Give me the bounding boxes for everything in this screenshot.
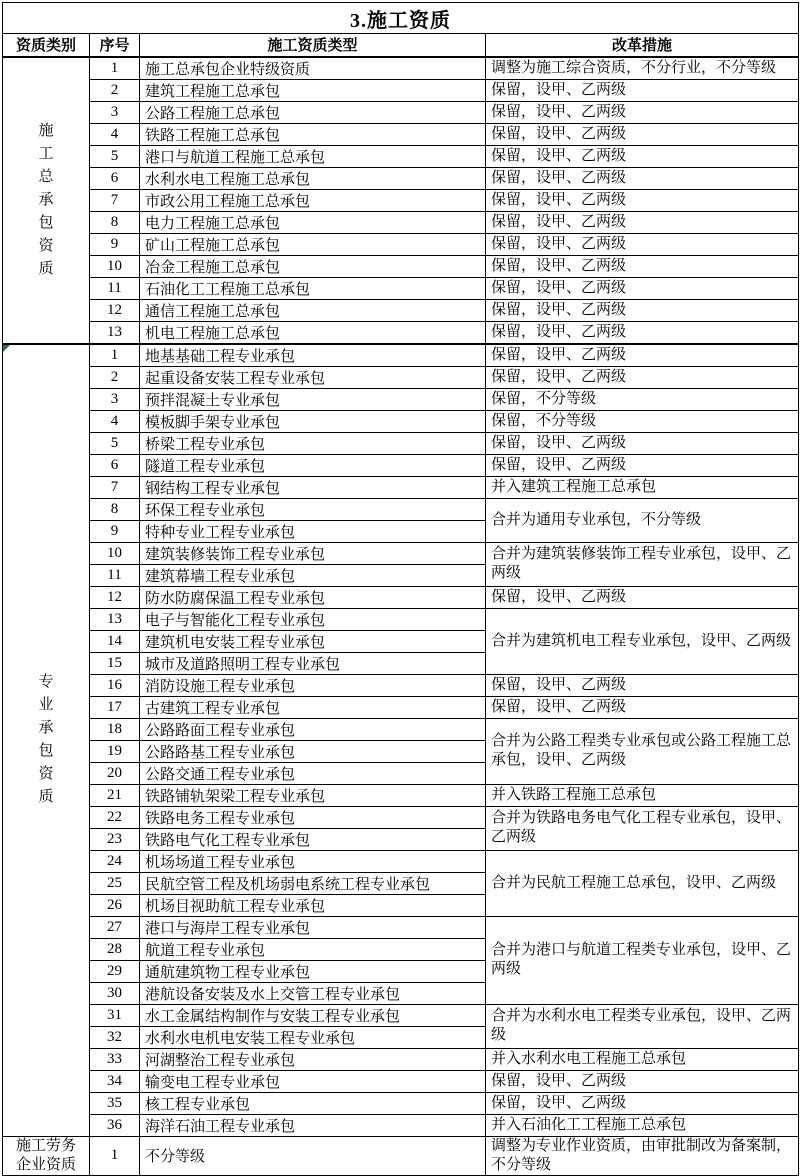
category-label: 专业承包资质 bbox=[38, 674, 54, 805]
qualification-type-cell: 电力工程施工总承包 bbox=[140, 211, 486, 233]
row-number-cell: 11 bbox=[90, 564, 140, 586]
table-row bbox=[3, 410, 799, 432]
table-row bbox=[3, 321, 799, 344]
row-number-cell: 11 bbox=[90, 277, 140, 299]
qualification-type-cell: 起重设备安装工程专业承包 bbox=[140, 366, 486, 388]
qualification-type-cell: 铁路铺轨架梁工程专业承包 bbox=[140, 784, 486, 806]
reform-measure-cell: 保留，设甲、乙两级 bbox=[486, 344, 799, 367]
cell-corner-marker-icon bbox=[3, 345, 10, 352]
reform-measure-cell: 保留，设甲、乙两级 bbox=[486, 189, 799, 211]
row-number-cell: 24 bbox=[90, 850, 140, 872]
row-number-cell: 15 bbox=[90, 652, 140, 674]
qualification-type-cell: 古建筑工程专业承包 bbox=[140, 696, 486, 718]
row-number-cell: 36 bbox=[90, 1114, 140, 1136]
row-number-cell: 30 bbox=[90, 982, 140, 1004]
row-number-cell: 4 bbox=[90, 410, 140, 432]
row-number-cell: 21 bbox=[90, 784, 140, 806]
reform-measure-cell: 保留，设甲、乙两级 bbox=[486, 674, 799, 696]
qualification-type-cell: 核工程专业承包 bbox=[140, 1092, 486, 1114]
qualification-type-cell: 消防设施工程专业承包 bbox=[140, 674, 486, 696]
row-number-cell: 1 bbox=[90, 344, 140, 367]
reform-measure-cell: 合并为水利水电工程类专业承包，设甲、乙两级 bbox=[486, 1004, 799, 1048]
row-number-cell: 25 bbox=[90, 872, 140, 894]
row-number-cell: 16 bbox=[90, 674, 140, 696]
reform-measure-cell: 保留，设甲、乙两级 bbox=[486, 255, 799, 277]
row-number-cell: 17 bbox=[90, 696, 140, 718]
qualification-type-cell: 地基基础工程专业承包 bbox=[140, 344, 486, 367]
reform-measure-cell: 保留，设甲、乙两级 bbox=[486, 167, 799, 189]
table-row bbox=[3, 167, 799, 189]
reform-measure-cell: 并入石油化工工程施工总承包 bbox=[486, 1114, 799, 1136]
qualification-type-cell: 建筑幕墙工程专业承包 bbox=[140, 564, 486, 586]
reform-measure-cell: 调整为施工综合资质，不分行业，不分等级 bbox=[486, 57, 799, 80]
table-row bbox=[3, 454, 799, 476]
qualification-type-cell: 模板脚手架专业承包 bbox=[140, 410, 486, 432]
qualification-type-cell: 海洋石油工程专业承包 bbox=[140, 1114, 486, 1136]
table-row bbox=[3, 101, 799, 123]
table-row bbox=[3, 1092, 799, 1114]
qualification-type-cell: 港航设备安装及水上交管工程专业承包 bbox=[140, 982, 486, 1004]
table-row bbox=[3, 542, 799, 564]
qualification-type-cell: 机电工程施工总承包 bbox=[140, 321, 486, 344]
reform-measure-cell: 合并为公路工程类专业承包或公路工程施工总承包，设甲、乙两级 bbox=[486, 718, 799, 784]
qualification-type-cell: 通航建筑物工程专业承包 bbox=[140, 960, 486, 982]
row-number-cell: 28 bbox=[90, 938, 140, 960]
qualification-type-cell: 铁路电务工程专业承包 bbox=[140, 806, 486, 828]
reform-measure-cell: 合并为通用专业承包，不分等级 bbox=[486, 498, 799, 542]
qualification-type-cell: 铁路工程施工总承包 bbox=[140, 123, 486, 145]
qualification-type-cell: 防水防腐保温工程专业承包 bbox=[140, 586, 486, 608]
table-row bbox=[3, 1136, 799, 1175]
reform-measure-cell: 保留，设甲、乙两级 bbox=[486, 211, 799, 233]
row-number-cell: 14 bbox=[90, 630, 140, 652]
table-row bbox=[3, 255, 799, 277]
row-number-cell: 7 bbox=[90, 476, 140, 498]
reform-measure-cell: 保留，设甲、乙两级 bbox=[486, 277, 799, 299]
table-row bbox=[3, 1004, 799, 1026]
qualification-type-cell: 机场目视助航工程专业承包 bbox=[140, 894, 486, 916]
row-number-cell: 1 bbox=[90, 57, 140, 80]
qualification-type-cell: 水工金属结构制作与安装工程专业承包 bbox=[140, 1004, 486, 1026]
row-number-cell: 1 bbox=[90, 1136, 140, 1175]
table-row bbox=[3, 211, 799, 233]
construction-qualification-table bbox=[2, 2, 799, 1176]
qualification-type-cell: 港口与海岸工程专业承包 bbox=[140, 916, 486, 938]
row-number-cell: 27 bbox=[90, 916, 140, 938]
table-row bbox=[3, 1048, 799, 1070]
table-row bbox=[3, 608, 799, 630]
qualification-type-cell: 公路路基工程专业承包 bbox=[140, 740, 486, 762]
table-row bbox=[3, 916, 799, 938]
header-index: 序号 bbox=[90, 34, 140, 57]
qualification-type-cell: 河湖整治工程专业承包 bbox=[140, 1048, 486, 1070]
row-number-cell: 3 bbox=[90, 101, 140, 123]
category-cell bbox=[3, 1136, 90, 1175]
row-number-cell: 4 bbox=[90, 123, 140, 145]
table-row bbox=[3, 498, 799, 520]
row-number-cell: 19 bbox=[90, 740, 140, 762]
qualification-type-cell: 民航空管工程及机场弱电系统工程专业承包 bbox=[140, 872, 486, 894]
qualification-type-cell: 施工总承包企业特级资质 bbox=[140, 57, 486, 80]
qualification-type-cell: 预拌混凝土专业承包 bbox=[140, 388, 486, 410]
qualification-type-cell: 水利水电工程施工总承包 bbox=[140, 167, 486, 189]
table-row bbox=[3, 79, 799, 101]
row-number-cell: 5 bbox=[90, 432, 140, 454]
reform-measure-cell: 调整为专业作业资质，由审批制改为备案制，不分等级 bbox=[486, 1136, 799, 1175]
qualification-type-cell: 公路工程施工总承包 bbox=[140, 101, 486, 123]
table-row bbox=[3, 1114, 799, 1136]
qualification-type-cell: 市政公用工程施工总承包 bbox=[140, 189, 486, 211]
table-row bbox=[3, 366, 799, 388]
qualification-type-cell: 水利水电机电安装工程专业承包 bbox=[140, 1026, 486, 1048]
category-label: 施工劳务企业资质 bbox=[15, 1137, 76, 1173]
qualification-type-cell: 公路交通工程专业承包 bbox=[140, 762, 486, 784]
qualification-type-cell: 桥梁工程专业承包 bbox=[140, 432, 486, 454]
qualification-type-cell: 航道工程专业承包 bbox=[140, 938, 486, 960]
table-row bbox=[3, 344, 799, 367]
row-number-cell: 6 bbox=[90, 167, 140, 189]
reform-measure-cell: 保留，设甲、乙两级 bbox=[486, 696, 799, 718]
qualification-type-cell: 石油化工工程施工总承包 bbox=[140, 277, 486, 299]
reform-measure-cell: 保留，设甲、乙两级 bbox=[486, 586, 799, 608]
table-row bbox=[3, 696, 799, 718]
qualification-type-cell: 城市及道路照明工程专业承包 bbox=[140, 652, 486, 674]
qualification-type-cell: 冶金工程施工总承包 bbox=[140, 255, 486, 277]
row-number-cell: 26 bbox=[90, 894, 140, 916]
table-row bbox=[3, 123, 799, 145]
reform-measure-cell: 合并为民航工程施工总承包，设甲、乙两级 bbox=[486, 850, 799, 916]
qualification-type-cell: 通信工程施工总承包 bbox=[140, 299, 486, 321]
qualification-type-cell: 矿山工程施工总承包 bbox=[140, 233, 486, 255]
qualification-type-cell: 输变电工程专业承包 bbox=[140, 1070, 486, 1092]
row-number-cell: 33 bbox=[90, 1048, 140, 1070]
qualification-type-cell: 建筑装修装饰工程专业承包 bbox=[140, 542, 486, 564]
row-number-cell: 9 bbox=[90, 520, 140, 542]
row-number-cell: 34 bbox=[90, 1070, 140, 1092]
qualification-type-cell: 钢结构工程专业承包 bbox=[140, 476, 486, 498]
row-number-cell: 13 bbox=[90, 608, 140, 630]
table-row bbox=[3, 586, 799, 608]
table-row bbox=[3, 299, 799, 321]
reform-measure-cell: 保留，设甲、乙两级 bbox=[486, 1070, 799, 1092]
table-row bbox=[3, 189, 799, 211]
reform-measure-cell: 保留，设甲、乙两级 bbox=[486, 366, 799, 388]
table-row bbox=[3, 850, 799, 872]
reform-measure-cell: 保留，设甲、乙两级 bbox=[486, 145, 799, 167]
qualification-type-cell: 机场场道工程专业承包 bbox=[140, 850, 486, 872]
row-number-cell: 13 bbox=[90, 321, 140, 344]
reform-measure-cell: 合并为建筑装修装饰工程专业承包，设甲、乙两级 bbox=[486, 542, 799, 586]
qualification-type-cell: 特种专业工程专业承包 bbox=[140, 520, 486, 542]
reform-measure-cell: 保留，设甲、乙两级 bbox=[486, 454, 799, 476]
table-row bbox=[3, 277, 799, 299]
row-number-cell: 12 bbox=[90, 299, 140, 321]
row-number-cell: 12 bbox=[90, 586, 140, 608]
row-number-cell: 23 bbox=[90, 828, 140, 850]
row-number-cell: 9 bbox=[90, 233, 140, 255]
table-row bbox=[3, 57, 799, 80]
reform-measure-cell: 保留，设甲、乙两级 bbox=[486, 101, 799, 123]
header-measure: 改革措施 bbox=[486, 34, 799, 57]
reform-measure-cell: 合并为建筑机电工程专业承包，设甲、乙两级 bbox=[486, 608, 799, 674]
header-type: 施工资质类型 bbox=[140, 34, 486, 57]
row-number-cell: 22 bbox=[90, 806, 140, 828]
reform-measure-cell: 并入水利水电工程施工总承包 bbox=[486, 1048, 799, 1070]
reform-measure-cell: 保留，设甲、乙两级 bbox=[486, 79, 799, 101]
header-category: 资质类别 bbox=[3, 34, 90, 57]
reform-measure-cell: 保留，设甲、乙两级 bbox=[486, 432, 799, 454]
table-row bbox=[3, 476, 799, 498]
table-row bbox=[3, 388, 799, 410]
row-number-cell: 2 bbox=[90, 79, 140, 101]
reform-measure-cell: 并入建筑工程施工总承包 bbox=[486, 476, 799, 498]
qualification-type-cell: 隧道工程专业承包 bbox=[140, 454, 486, 476]
row-number-cell: 31 bbox=[90, 1004, 140, 1026]
reform-measure-cell: 合并为港口与航道工程类专业承包，设甲、乙两级 bbox=[486, 916, 799, 1004]
row-number-cell: 8 bbox=[90, 211, 140, 233]
row-number-cell: 6 bbox=[90, 454, 140, 476]
row-number-cell: 8 bbox=[90, 498, 140, 520]
row-number-cell: 7 bbox=[90, 189, 140, 211]
category-cell bbox=[3, 57, 90, 344]
reform-measure-cell: 合并为铁路电务电气化工程专业承包，设甲、乙两级 bbox=[486, 806, 799, 850]
row-number-cell: 3 bbox=[90, 388, 140, 410]
category-label: 施工总承包资质 bbox=[38, 122, 54, 277]
table-row bbox=[3, 432, 799, 454]
category-cell bbox=[3, 344, 90, 1137]
row-number-cell: 2 bbox=[90, 366, 140, 388]
reform-measure-cell: 保留，不分等级 bbox=[486, 410, 799, 432]
table-row bbox=[3, 806, 799, 828]
qualification-type-cell: 环保工程专业承包 bbox=[140, 498, 486, 520]
reform-measure-cell: 保留，设甲、乙两级 bbox=[486, 321, 799, 344]
qualification-type-cell: 电子与智能化工程专业承包 bbox=[140, 608, 486, 630]
table-row bbox=[3, 233, 799, 255]
table-row bbox=[3, 145, 799, 167]
reform-measure-cell: 并入铁路工程施工总承包 bbox=[486, 784, 799, 806]
table-row bbox=[3, 1070, 799, 1092]
header-row bbox=[3, 34, 799, 57]
qualification-type-cell: 港口与航道工程施工总承包 bbox=[140, 145, 486, 167]
row-number-cell: 10 bbox=[90, 255, 140, 277]
table-row bbox=[3, 674, 799, 696]
reform-measure-cell: 保留，设甲、乙两级 bbox=[486, 1092, 799, 1114]
qualification-type-cell: 铁路电气化工程专业承包 bbox=[140, 828, 486, 850]
row-number-cell: 29 bbox=[90, 960, 140, 982]
qualification-type-cell: 不分等级 bbox=[140, 1136, 486, 1175]
reform-measure-cell: 保留，设甲、乙两级 bbox=[486, 123, 799, 145]
row-number-cell: 18 bbox=[90, 718, 140, 740]
table-row bbox=[3, 718, 799, 740]
qualification-type-cell: 公路路面工程专业承包 bbox=[140, 718, 486, 740]
reform-measure-cell: 保留，设甲、乙两级 bbox=[486, 233, 799, 255]
reform-measure-cell: 保留，不分等级 bbox=[486, 388, 799, 410]
row-number-cell: 5 bbox=[90, 145, 140, 167]
qualification-type-cell: 建筑工程施工总承包 bbox=[140, 79, 486, 101]
table-row bbox=[3, 784, 799, 806]
row-number-cell: 10 bbox=[90, 542, 140, 564]
row-number-cell: 35 bbox=[90, 1092, 140, 1114]
reform-measure-cell: 保留，设甲、乙两级 bbox=[486, 299, 799, 321]
row-number-cell: 20 bbox=[90, 762, 140, 784]
table-title: 3.施工资质 bbox=[3, 3, 799, 34]
qualification-type-cell: 建筑机电安装工程专业承包 bbox=[140, 630, 486, 652]
row-number-cell: 32 bbox=[90, 1026, 140, 1048]
